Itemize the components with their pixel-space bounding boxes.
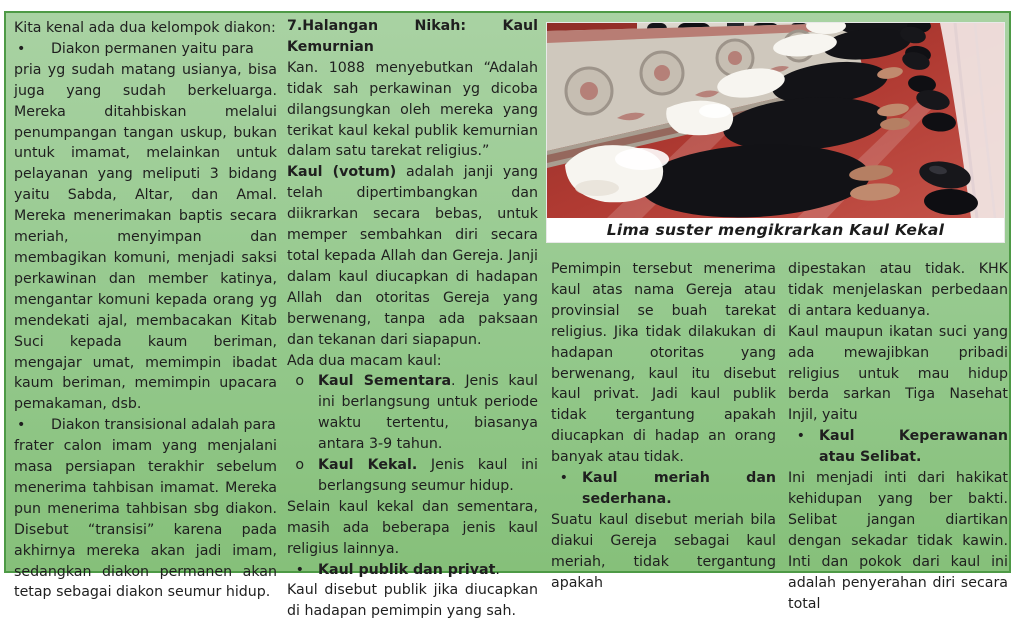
bold-lead: Kaul Sementara: [318, 373, 452, 390]
list-item-text: [582, 468, 776, 510]
list-item-kaul-kekal: [287, 455, 538, 497]
bullet-text: Diakon transisional adalah para: [51, 417, 276, 434]
paragraph: Selain kaul kekal dan sementara, masih ada beberapa jenis kaul religius lainnya.: [287, 498, 538, 557]
paragraph: pria yg sudah matang usianya, bisa juga yang sudah berkeluarga. Mereka ditahbiskan melalui penumpangan tangan uskup, bukan untuk imamat, melainkan untuk pelayanan yang meliputi 3 bidang yaitu Sabda, Altar, dan Amal. Mereka menerimakan baptis secara meriah, menyimpan dan membagikan komuni, menjadi saksi perkawinan dan member katinya, mengantar komuni kepada orang yg mendekati ajal, membacakan Kitab Suci kepada kaum beriman, mengajar umat, memimpin ibadat kaum beriman, memimpin upacara pemakaman, dsb.: [14, 61, 277, 413]
bold-lead: Kaul Kekal.: [318, 457, 418, 474]
bullet-item-kaul-keperawanan: [788, 426, 1008, 468]
photo-figure: [546, 22, 1005, 243]
bold-lead: Kaul meriah dan sederhana.: [582, 470, 776, 507]
paragraph: [287, 162, 538, 350]
bold-lead: Kaul Keperawanan atau Selibat.: [819, 428, 1008, 466]
bullet-marker: o: [295, 457, 304, 474]
third-column: [551, 259, 776, 594]
list-item-text: Kaul Kekal. Jenis kaul ini berlangsung seumur hidup.: [318, 457, 538, 494]
paragraph: frater calon imam yang menjalani masa persiapan terakhir sebelum menerima tahbisan imamat. Mereka pun menerima tahbisan sbg diakon. Disebut “transisi” karena pada akhirnya mereka akan jadi imam, sedangkan diakon permanen akan tetap sebagai diakon seumur hidup.: [14, 438, 277, 601]
bullet-marker: o: [295, 373, 304, 390]
left-column: [14, 18, 277, 603]
prostrate-nuns-photo: [547, 23, 1004, 218]
list-item-text: Kaul Sementara. Jenis kaul ini berlangsung untuk periode waktu tertentu, biasanya antara 3-9 tahun.: [318, 373, 538, 453]
middle-column: [287, 16, 538, 622]
bullet-item-kaul-publik-privat: [287, 560, 538, 581]
photo-caption: Lima suster mengikrarkan Kaul Kekal: [547, 218, 1004, 242]
bullet-item-kaul-meriah: [551, 468, 776, 510]
bold-lead: Kaul publik dan privat: [318, 561, 496, 578]
bold-lead: Kaul (votum): [287, 164, 397, 181]
paragraph: dipestakan atau tidak. KHK tidak menjelaskan perbedaan di antara keduanya.: [788, 261, 1008, 319]
paragraph: Kan. 1088 menyebutkan “Adalah tidak sah perkawinan yg dicoba dilangsungkan oleh mereka yang terikat kaul kekal publik kemurnian dalam satu tarekat religius.”: [287, 59, 538, 160]
list-item-kaul-sementara: [287, 371, 538, 455]
bullet-marker: •: [559, 470, 568, 487]
bullet-marker: •: [295, 561, 304, 578]
bullet-marker: •: [17, 40, 26, 57]
bullet-marker: •: [17, 417, 26, 434]
paragraph: Kaul maupun ikatan suci yang ada mewajibkan pribadi religius untuk mau hidup berda sarkan Tiga Nasehat Injil, yaitu: [788, 323, 1008, 424]
paragraph: Kaul disebut publik jika diucapkan di hadapan pemimpin yang sah.: [287, 582, 538, 620]
fourth-column: [788, 259, 1008, 614]
paragraph: Ini menjadi inti dari hakikat kehidupan yang ber bakti. Selibat jangan diartikan dengan sekadar tidak kawin. Inti dan pokok dari kaul ini adalah penyerahan diri secara total: [788, 470, 1008, 612]
list-item-text: Kaul publik dan privat.: [318, 561, 500, 578]
list-item-text: [819, 426, 1008, 468]
bullet-item-diakon-permanen: [14, 39, 277, 60]
paragraph: Kita kenal ada dua kelompok diakon:: [14, 20, 276, 36]
section-heading: 7.Halangan Nikah: Kaul Kemurnian: [287, 18, 538, 55]
bullet-text: Diakon permanen yaitu para: [51, 40, 254, 57]
paragraph: Suatu kaul disebut meriah bila diakui Gereja sebagai kaul meriah, tidak tergantung apakah: [551, 511, 776, 591]
bullet-marker: •: [796, 428, 805, 445]
paragraph-text: adalah janji yang telah dipertimbangkan dan diikrarkan secara bebas, untuk memper sembahkan diri secara total kepada Allah dan Gereja. Janji dalam kaul diucapkan di hadapan Allah dan otoritas Gereja yang berwenang, tanpa ada paksaan dan tekanan dari siapapun.: [287, 164, 538, 348]
paragraph: Ada dua macam kaul:: [287, 352, 442, 369]
paragraph: Pemimpin tersebut menerima kaul atas nama Gereja atau provinsial se buah tarekat religius. Jika tidak dilakukan di hadapan otoritas yang berwenang, kaul itu disebut kaul privat. Jadi kaul publik tidak tergantung apakah diucapkan di hadap an orang banyak atau tidak.: [551, 261, 776, 466]
bullet-item-diakon-transisional: [14, 415, 277, 436]
